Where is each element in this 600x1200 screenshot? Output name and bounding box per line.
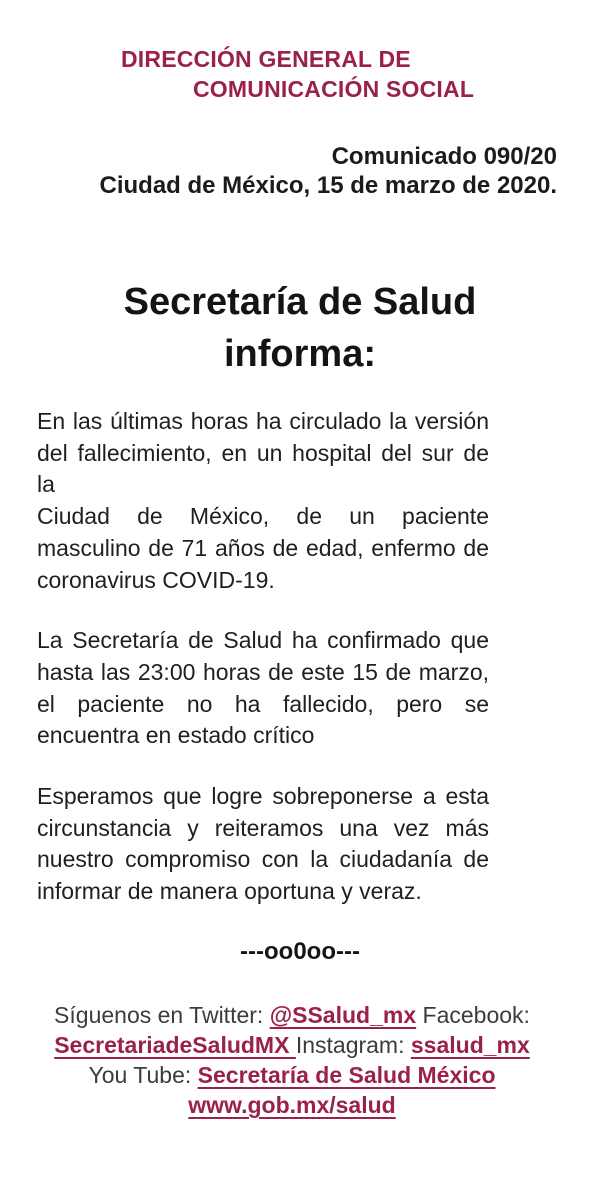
body-line: el paciente no ha fallecido, pero se — [37, 690, 489, 717]
page-title — [0, 276, 600, 380]
footer-line — [0, 1000, 584, 1030]
comunicado-number: Comunicado 090/20 — [331, 143, 557, 170]
letterhead-line-2: COMUNICACIÓN SOCIAL — [193, 76, 475, 102]
page-title-line-2: informa: — [224, 333, 376, 375]
body-paragraph — [37, 781, 489, 908]
body-line: encuentra en estado crítico — [37, 722, 315, 749]
body-line: En las últimas horas ha circulado la versión — [37, 408, 489, 434]
website-link[interactable]: www.gob.mx/salud — [188, 1091, 396, 1118]
section-separator: ---oo0oo--- — [240, 937, 360, 965]
youtube-label: You Tube: — [88, 1061, 198, 1088]
followus-twitter-label: Síguenos en Twitter: — [54, 1001, 270, 1028]
body-line: masculino de 71 años de edad, enfermo de — [37, 534, 489, 561]
body-paragraph — [37, 625, 489, 752]
instagram-label: Instagram: — [295, 1031, 411, 1058]
facebook-label: Facebook: — [416, 1001, 530, 1028]
page-title-line-1: Secretaría de Salud — [123, 281, 477, 323]
letterhead-line-1: DIRECCIÓN GENERAL DE — [121, 46, 411, 72]
body-line: nuestro compromiso con la ciudadanía de — [37, 846, 489, 873]
instagram-handle-link[interactable]: ssalud_mx — [410, 1031, 530, 1058]
body-line: La Secretaría de Salud ha confirmado que — [37, 627, 489, 654]
body-line: del fallecimiento, en un hospital del sur de la — [37, 439, 489, 498]
comunicado-block — [0, 142, 600, 200]
footer-social — [0, 1000, 600, 1120]
body-line: informar de manera oportuna y veraz. — [37, 878, 422, 905]
footer-line — [0, 1090, 584, 1120]
body-line: coronavirus COVID-19. — [37, 566, 275, 593]
letterhead — [0, 0, 600, 104]
body-text — [37, 406, 489, 908]
twitter-handle-link[interactable]: @SSalud_mx — [269, 1001, 417, 1028]
footer-line — [0, 1030, 584, 1060]
body-line: Ciudad de México, de un paciente — [37, 503, 489, 530]
body-paragraph — [37, 406, 489, 596]
youtube-channel-link[interactable]: Secretaría de Salud México — [197, 1061, 496, 1088]
body-line: Esperamos que logre sobreponerse a esta — [37, 783, 489, 810]
footer-line — [0, 1060, 584, 1090]
body-line: circunstancia y reiteramos una vez más — [37, 814, 489, 841]
body-line: hasta las 23:00 horas de este 15 de marzo, — [37, 658, 489, 685]
facebook-page-link[interactable]: SecretariadeSaludMX — [54, 1031, 296, 1058]
comunicado-dateline: Ciudad de México, 15 de marzo de 2020. — [99, 172, 557, 199]
